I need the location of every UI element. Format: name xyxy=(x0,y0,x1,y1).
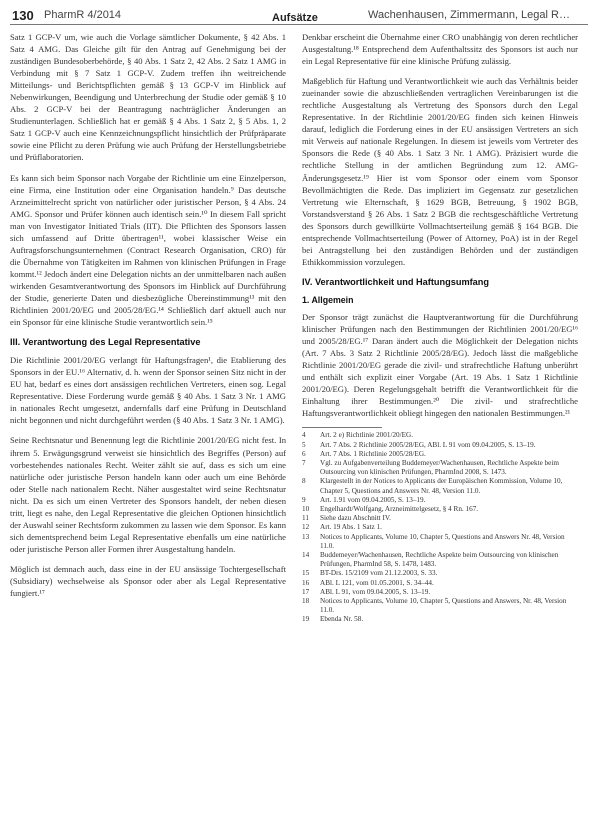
footnote xyxy=(302,514,578,523)
footnote-text: Buddemeyer/Wachenhausen, Rechtliche Aspekte beim Outsourcing von klinischen Prüfungen, PharmInd 58, S. 1478, 1483. xyxy=(320,551,559,569)
header-rule xyxy=(10,24,588,25)
page-number: 130 xyxy=(12,8,34,23)
footnote-number: 12 xyxy=(302,523,310,532)
footnote xyxy=(302,569,578,578)
footnote-text: BT-Drs. 15/2109 vom 21.12.2003, S. 33. xyxy=(320,569,438,578)
footnote-text: ABl. L 121, vom 01.05.2001, S. 34–44. xyxy=(320,578,434,587)
footnote-number: 15 xyxy=(302,569,310,578)
footnote xyxy=(302,431,578,440)
footnote-number: 7 xyxy=(302,459,306,468)
footnotes xyxy=(302,431,578,624)
footnote-text: Art. 2 e) Richtlinie 2001/20/EG. xyxy=(320,431,414,440)
footnote xyxy=(302,496,578,505)
footnote-number: 8 xyxy=(302,477,306,486)
paragraph: Maßgeblich für Haftung und Verantwortlichkeit wie auch das Verhältnis beider zueinander sowie die abzuschließenden vertraglichen Vereinbarungen ist die rechtliche Ausgestaltung als Vertretung des Sponsors durch den Legal Representative. In der Richtlinie 2001/20/EG finden sich keinen Hinweis darauf, lediglich die Forderung eines in der EU ansässigen Vertreters an sich mit Verweis auf nationale Regelungen. In diesem ist jeweils vom Vertreter des Sponsors die Rede (§ 40 Abs. 1 Satz 3 Nr. 1 AMG). Präzisiert wurde die rechtliche Stellung in der amtlichen Begründung zum 12. AMG-Änderungsgesetz.¹⁹ Hier ist vom Sponsor oder einem vom Sponsor Bevollmächtigten die Rede. Das impliziert im Gegensatz zur gesetzlichen Vertretung wie Elternschaft, § 1629 BGB, Betreuung, § 1902 BGB, Vorstandsverstand § 26 Abs. 1 Satz 2 BGB die rechtsgeschäftliche Vertretung des Sponsors durch gewillkürte Vollmachtserteilung gemäß § 164 BGB. Die entsprechende Vollmachtserteilung (Power of Attorney, PoA) ist in der Regel bei Antragstellung bei den zuständigen Behörden und der zuständigen Ethikkommission vorzulegen. xyxy=(302,76,578,267)
paragraph: Seine Rechtsnatur und Benennung legt die Richtlinie 2001/20/EG nicht fest. In ihrem 5. Erwägungsgrund verweist sie hinsichtlich des Begriffes (Person) auf vorbestehendes nationales Recht. Weiter zählt sie auf, dass es sich um eine natürliche oder juristische Person handeln kann oder auch um eine Behörde oder Stelle nach nationalem Recht. Näher ausgestaltet wird seine Rechtsnatur nicht. Da es sich um einen Vertreter des Sponsors handelt, der neben diesen tritt, liegt es nahe, den Legal Representative die gleichen Optionen hinsichtlich der Auswahl seiner Rechtsform zukommen zu lassen wie dem Sponsor. Es kann sich dementsprechend beim Legal Representative ebenfalls um eine natürliche oder juristische Person aller Formen ihrer Ausgestaltung handeln. xyxy=(10,435,286,554)
footnote-number: 14 xyxy=(302,551,310,560)
footnote xyxy=(302,459,578,477)
paragraph: Es kann sich beim Sponsor nach Vorgabe der Richtlinie um eine Einzelperson, eine Firma, eine Institution oder eine Organisation handeln.⁹ Das deutsche Arzneimittelrecht spricht von natürlicher oder juristischer Person, § 4 Abs. 24 AMG. Sponsor und Prüfer können auch identisch sein.¹⁰ In diesem Fall spricht man von Investigator Initiated Trials (IIT). Die Pflichten des Sponsors lassen sich umfassend auf Dritte übertragen¹¹, wobei klassischer Weise ein Auftragsforschungsunternehmen (Contract Research Organisation, CRO) für die Übernahme von Tätigkeiten im Rahmen von klinischen Prüfungen in Frage kommt.¹² Jedoch ändert eine Delegation nichts an der unmittelbaren nach außen wirkenden Gesamtverantwortung des Sponsors im Hinblick auf Durchführung der Studie, generierte Daten und diesbezügliche Übereinstimmung¹³ mit den Richtlinien 2001/20/EG und 2005/28/EG.¹⁴ Schließlich darf aktuell auch nur ein Sponsor für eine klinische Studie verantwortlich sein.¹⁵ xyxy=(10,172,286,328)
footnote-text: Notices to Applicants, Volume 10, Chapter 5, Questions and Answers Nr. 48, Version 11.0. xyxy=(320,532,565,550)
footnote-number: 10 xyxy=(302,505,310,514)
footnote-number: 18 xyxy=(302,597,310,606)
footnote-text: Art. 19 Abs. 1 Satz 1. xyxy=(320,523,382,532)
footnote-text: Art. 1.91 vom 09.04.2005, S. 13–19. xyxy=(320,495,426,504)
footnote-number: 13 xyxy=(302,532,310,541)
footnote-text: Siehe dazu Abschnitt IV. xyxy=(320,514,391,523)
section-label: Aufsätze xyxy=(272,12,318,24)
footnote xyxy=(302,441,578,450)
right-column xyxy=(302,31,578,625)
left-column xyxy=(10,31,286,607)
footnote-number: 6 xyxy=(302,449,306,458)
footnote-number: 16 xyxy=(302,578,310,587)
footnote-text: Art. 7 Abs. 2 Richtlinie 2005/28/EG, ABl. L 91 vom 09.04.2005, S. 13–19. xyxy=(320,440,536,449)
footnote-number: 19 xyxy=(302,615,310,624)
paragraph: Der Sponsor trägt zunächst die Hauptverantwortung für die Durchführung klinischer Prüfungen nach den Bestimmungen der Richtlinien 2001/20/EG¹⁶ und 2005/28/EG.¹⁷ Daran ändert auch die Möglichkeit der Delegation nichts (Art. 7 Abs. 3 Satz 2 Richtlinie 2005/28/EG). Jedoch lässt die maßgebliche Richtlinie 2001/20/EG gerade die zivil- und strafrechtliche Haftung unberührt und enthält sich explizit einer Vorgabe (Art. 19 Abs. 1 Satz 1 Richtlinie 2001/20/EG). Deren Regelungsgehalt betrifft die Verantwortlichkeit für die Einhaltung ihrer Bestimmungen.²⁰ Die zivil- und strafrechtliche Haftungsverantwortlichkeit obliegt hingegen den nationalen Bestimmungen.²¹ xyxy=(302,311,578,419)
footnote-number: 9 xyxy=(302,495,306,504)
footnote-number: 4 xyxy=(302,431,306,440)
footnote xyxy=(302,533,578,551)
footnote xyxy=(302,579,578,588)
footnote xyxy=(302,505,578,514)
footnote-rule xyxy=(302,427,382,428)
running-authors: Wachenhausen, Zimmermann, Legal R… xyxy=(368,9,570,21)
footnote-text: Notices to Applicants, Volume 10, Chapter 5, Questions and Answers, Nr. 48, Version 11.0. xyxy=(320,597,567,615)
footnote xyxy=(302,450,578,459)
footnote-text: Art. 7 Abs. 1 Richtlinie 2005/28/EG. xyxy=(320,449,426,458)
section-heading: IV. Verantwortlichkeit und Haftungsumfang xyxy=(302,276,490,287)
footnote-number: 17 xyxy=(302,587,310,596)
footnote xyxy=(302,588,578,597)
footnote-text: Vgl. zu Aufgabenverteilung Buddemeyer/Wachenhausen, Rechtliche Aspekte beim Outsourcing von klinischen Prüfungen, PharmInd 2008, S. 1473. xyxy=(320,459,559,477)
journal-name: PharmR 4/2014 xyxy=(44,9,122,21)
footnote xyxy=(302,615,578,624)
footnote xyxy=(302,597,578,615)
footnote xyxy=(302,551,578,569)
footnote-number: 11 xyxy=(302,514,309,523)
footnote xyxy=(302,477,578,495)
paragraph: Möglich ist demnach auch, dass eine in der EU ansässige Tochtergesellschaft (Subsidiary) wechselweise als Sponsor oder aber als Legal Representative fungiert.¹⁷ xyxy=(10,563,286,599)
section-heading: III. Verantwortung des Legal Representative xyxy=(10,337,201,348)
footnote-text: ABl. L 91, vom 09.04.2005, S. 13–19. xyxy=(320,587,431,596)
paragraph: Satz 1 GCP-V um, wie auch die Vorlage sämtlicher Dokumente, § 42 Abs. 1 Satz 4 AMG. Das Gleiche gilt für den Antrag auf Genehmigung bei der zuständigen Bundesoberbehörde, § 40 Abs. 1 Satz 2, 42 Abs. 2 Satz 1 AMG in Verbindung mit § 7 Satz 1 GCP-V. Zudem treffen ihn weitreichende Mitteilungs- und Berichtspflichten gemäß § 13 GCP-V im Hinblick auf Nebenwirkungen, Beendigung und Unterbrechung der Studie oder gemäß § 10 Abs. 2 GCP-V bei der Beantragung nachträglicher Änderungen an Studienunterlagen. Schließlich hat er gemäß § 4 Abs. 1 Satz 2, § 5 Abs. 1, 2 Satz 1 GCP-V auch eine Kennzeichnungspflicht hinsichtlich der Prüfpräparate sowie eine Pflicht zu deren Prüfung wie auch Prüfung der Herstellungsbetriebe und Prüflaboratorien. xyxy=(10,32,286,163)
paragraph: Denkbar erscheint die Übernahme einer CRO unabhängig von deren rechtlicher Ausgestaltung.¹⁸ Entsprechend dem Aufenthaltssitz des Sponsors ist auch nur ein Legal Representative für eine klinische Prüfung zulässig. xyxy=(302,32,578,67)
footnote-text: Klargestellt in der Notices to Applicants der Europäischen Kommission, Volume 10, Chapter 5, Questions and Answers Nr. 48, Version 11.0. xyxy=(320,477,563,495)
paragraph: Die Richtlinie 2001/20/EG verlangt für Haftungsfragen¹, die Etablierung des Sponsors in der EU.¹⁶ Alternativ, d. h. wenn der Sponsor seinen Sitz nicht in der EU hat, bedarf es eines dort ansässigen rechtlichen Vertreters, einen sog. Legal Representative. Diese Forderung wurde gemäß § 40 Abs. 1 Satz 3 Nr. 1 AMG in nationales Recht umgesetzt, andernfalls darf eine Prüfung in Deutschland nicht begonnen und nicht durchgeführt werden (§ 40 Abs. 1 Satz 3 Nr. 1 AMG). xyxy=(10,355,286,426)
footnote xyxy=(302,523,578,532)
footnote-text: Engelhardt/Wolfgang, Arzneimittelgesetz, § 4 Rn. 167. xyxy=(320,505,479,514)
footnote-text: Ebenda Nr. 58. xyxy=(320,615,364,624)
subsection-heading: 1. Allgemein xyxy=(302,294,354,305)
footnote-number: 5 xyxy=(302,440,306,449)
